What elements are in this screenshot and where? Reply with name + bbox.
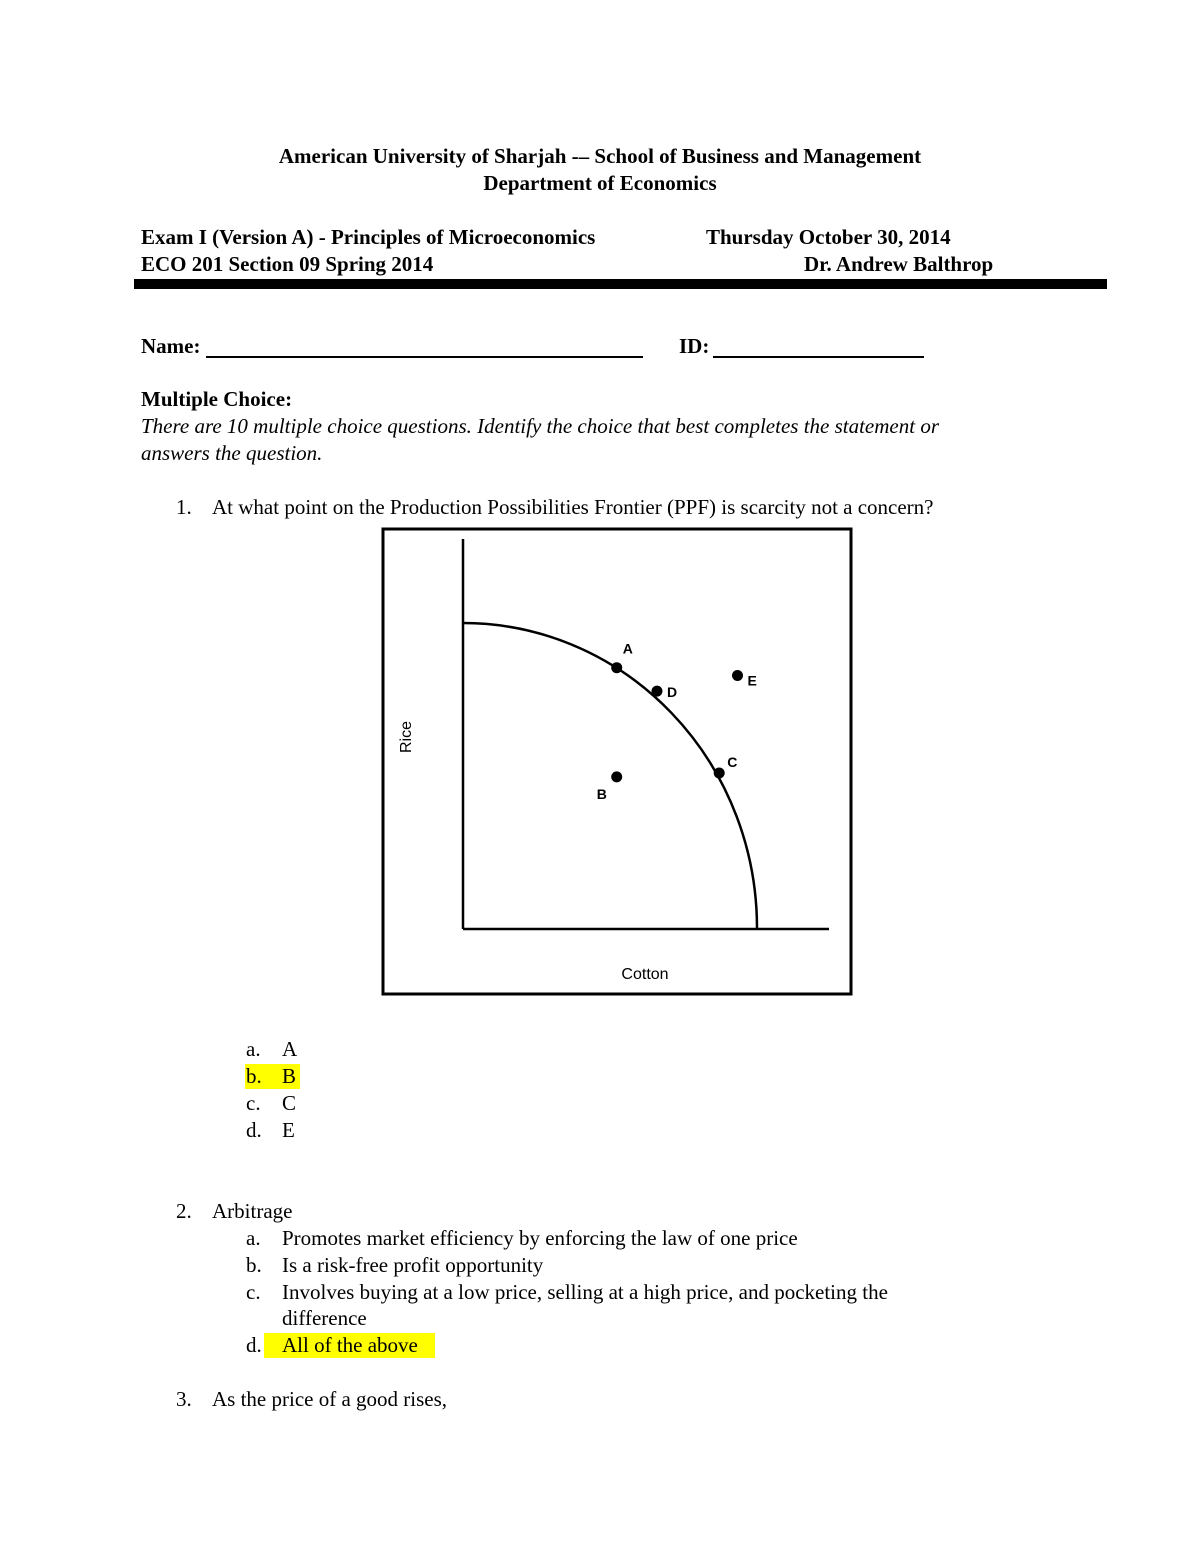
q2-option-b-text[interactable]: Is a risk-free profit opportunity — [282, 1253, 544, 1277]
exam-date: Thursday October 30, 2014 — [706, 225, 951, 249]
q2-option-a-letter: a. — [246, 1226, 261, 1250]
name-field[interactable] — [206, 356, 643, 358]
q2-option-b-letter: b. — [246, 1253, 262, 1277]
point-c — [714, 768, 725, 779]
ppf-curve — [463, 623, 757, 929]
q2-option-c-text[interactable]: Involves buying at a low price, selling at a high price, and pocketing the — [282, 1280, 888, 1304]
q1-option-c-letter: c. — [246, 1091, 261, 1115]
q2-option-d-text[interactable]: All of the above — [282, 1333, 418, 1357]
point-e — [732, 670, 743, 681]
q1-option-c-text[interactable]: C — [282, 1091, 297, 1115]
question-3-number: 3. — [176, 1387, 192, 1411]
ppf-chart — [381, 527, 853, 997]
q2-option-c-letter: c. — [246, 1280, 261, 1304]
id-label: ID: — [679, 334, 710, 358]
q1-option-a-letter: a. — [246, 1037, 261, 1061]
instructor-name: Dr. Andrew Balthrop — [804, 252, 994, 276]
point-a — [611, 662, 622, 673]
q2-option-d-letter: d. — [246, 1333, 262, 1357]
question-1-text: At what point on the Production Possibilities Frontier (PPF) is scarcity not a concern? — [212, 495, 934, 519]
point-d — [651, 686, 662, 697]
section-title: Multiple Choice: — [141, 387, 293, 411]
point-b — [611, 771, 622, 782]
q1-option-d-letter: d. — [246, 1118, 262, 1142]
name-label: Name: — [141, 334, 201, 358]
q1-option-a-text[interactable]: A — [282, 1037, 298, 1061]
point-a-label: A — [622, 640, 633, 657]
instructions-line-2: answers the question. — [141, 441, 323, 465]
instructions-line-1: There are 10 multiple choice questions. Identify the choice that best completes the statement or — [141, 414, 939, 438]
q2-option-a-text[interactable]: Promotes market efficiency by enforcing the law of one price — [282, 1226, 798, 1250]
q1-option-b-text[interactable]: B — [282, 1064, 297, 1088]
question-3-text: As the price of a good rises, — [212, 1387, 448, 1411]
course-line: ECO 201 Section 09 Spring 2014 — [141, 252, 434, 276]
point-c-label: C — [727, 754, 738, 770]
point-b-label: B — [596, 785, 607, 802]
chart-frame — [383, 529, 851, 994]
y-axis-label: Rice — [398, 720, 415, 754]
point-e-label: E — [747, 672, 757, 689]
point-d-label: D — [666, 684, 678, 701]
q1-option-d-text[interactable]: E — [282, 1118, 295, 1142]
q1-option-b-letter: b. — [246, 1064, 262, 1088]
question-1-number: 1. — [176, 495, 192, 519]
exam-title: Exam I (Version A) - Principles of Microeconomics — [141, 225, 596, 249]
university-line: American University of Sharjah -– School of Business and Management — [278, 144, 922, 168]
department-line: Department of Economics — [483, 171, 717, 195]
header-rule — [134, 279, 1107, 289]
q2-option-c-text-continued: difference — [282, 1306, 367, 1330]
question-2-number: 2. — [176, 1199, 192, 1223]
question-2-text: Arbitrage — [212, 1199, 293, 1223]
id-field[interactable] — [713, 356, 924, 358]
x-axis-label: Cotton — [621, 966, 669, 983]
